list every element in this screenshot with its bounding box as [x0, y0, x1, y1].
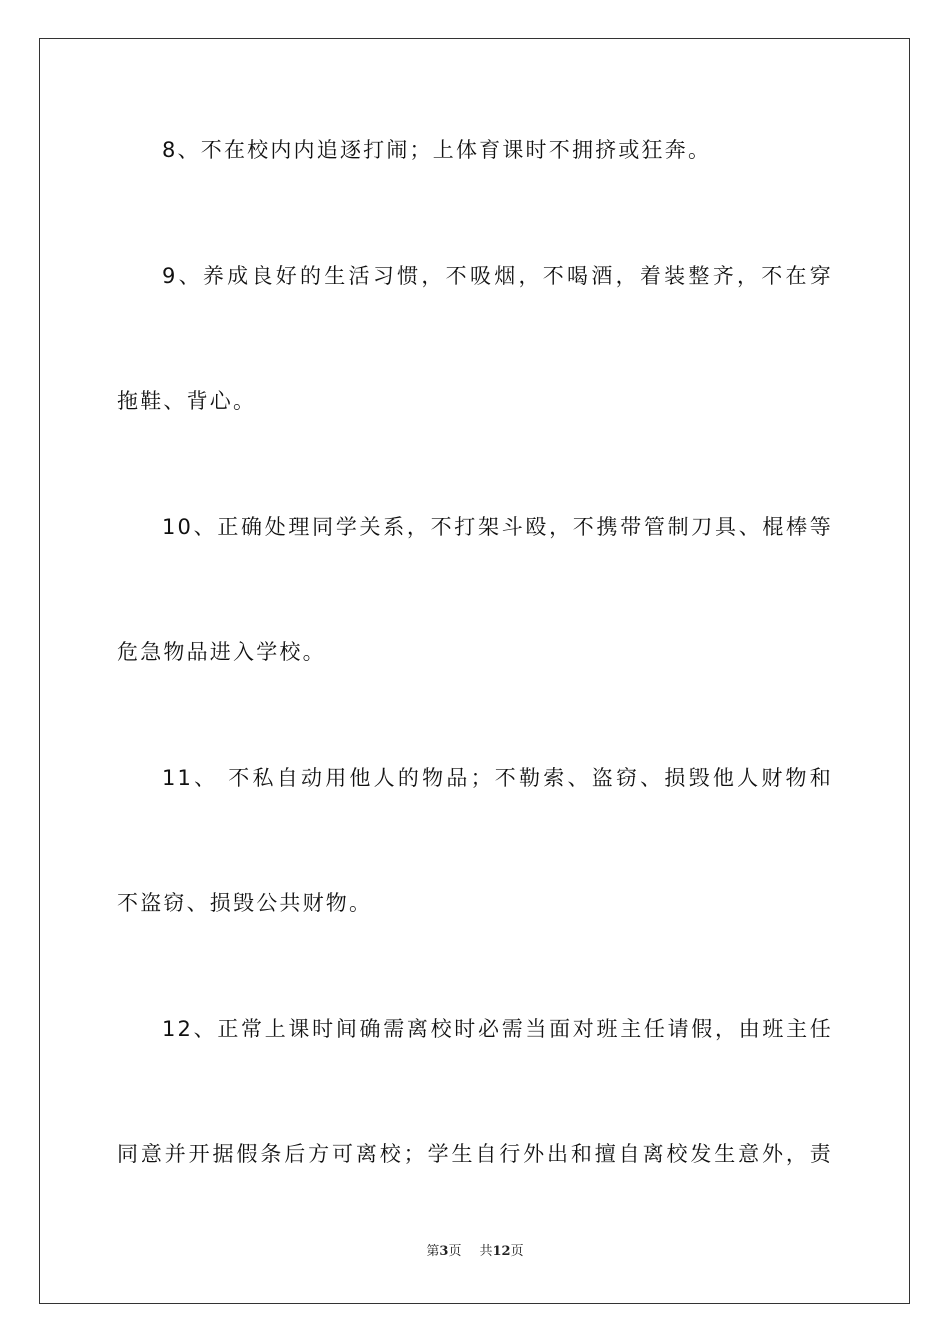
rule-11-line-2: 不盗窃、损毁公共财物。 — [117, 891, 373, 915]
footer-total-prefix: 共 — [479, 1244, 493, 1259]
footer-page-number: 3 — [439, 1244, 449, 1259]
page-frame — [39, 38, 910, 1304]
rule-10-line-2: 危急物品进入学校。 — [117, 640, 326, 664]
rule-10-line-1: 10、正确处理同学关系，不打架斗殴，不携带管制刀具、棍棒等 — [162, 515, 833, 539]
footer-page-prefix: 第 — [426, 1244, 440, 1259]
rule-9-line-1: 9、养成良好的生活习惯，不吸烟，不喝酒，着装整齐，不在穿 — [162, 264, 833, 288]
footer-total-pages: 12 — [492, 1244, 511, 1259]
footer-total-suffix: 页 — [510, 1244, 524, 1259]
rule-12-line-2: 同意并开据假条后方可离校；学生自行外出和擅自离校发生意外，责 — [117, 1142, 833, 1166]
footer-page-suffix: 页 — [448, 1244, 462, 1259]
rule-11-line-1: 11、 不私自动用他人的物品；不勒索、盗窃、损毁他人财物和 — [162, 766, 833, 790]
rule-12-line-1: 12、正常上课时间确需离校时必需当面对班主任请假，由班主任 — [162, 1017, 833, 1041]
page-footer — [0, 1243, 950, 1261]
rule-9-line-2: 拖鞋、背心。 — [117, 389, 257, 413]
rule-8-line-1: 8、不在校内内追逐打闹；上体育课时不拥挤或狂奔。 — [162, 138, 712, 162]
